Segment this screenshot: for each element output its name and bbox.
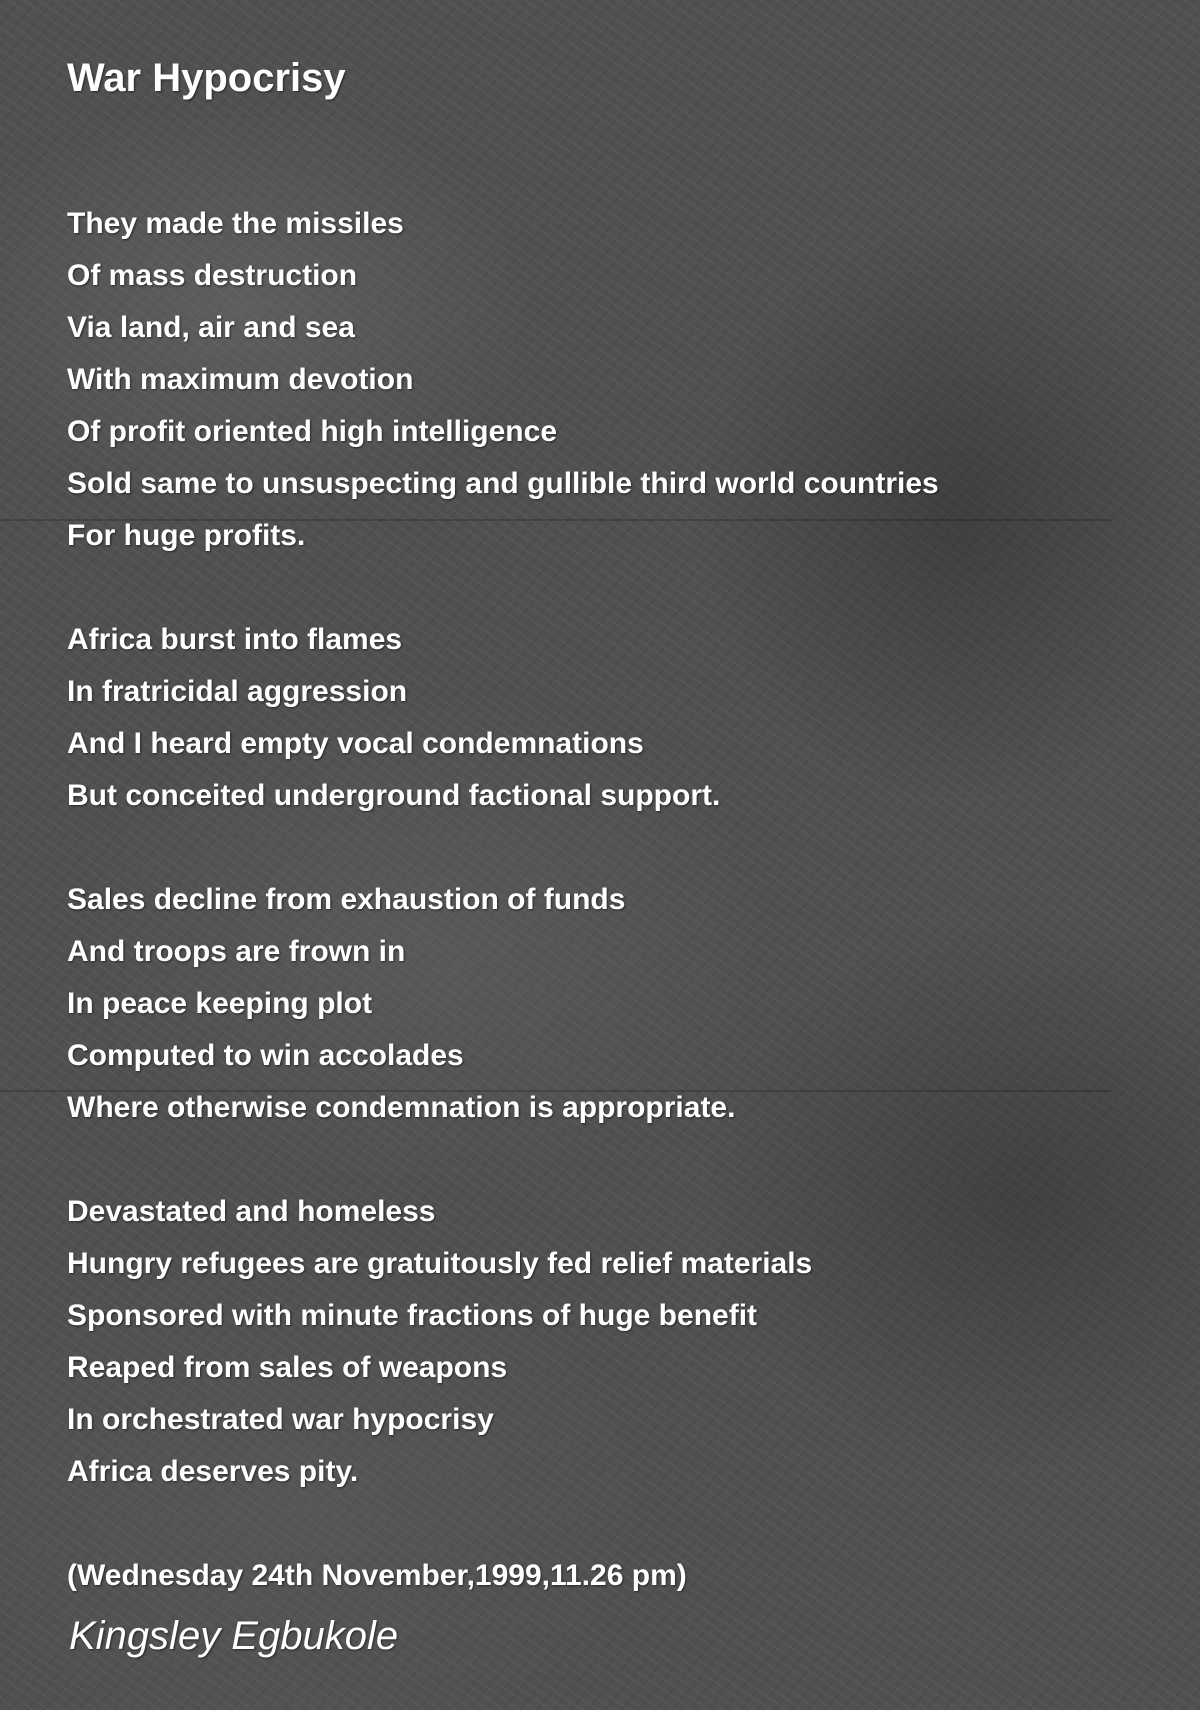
stanza-2: [67, 614, 1167, 822]
poem-line: They made the missiles: [67, 207, 404, 240]
poem-author: Kingsley Egbukole: [69, 1614, 399, 1658]
poem-line: Of profit oriented high intelligence: [67, 415, 558, 448]
poem-line: Africa burst into flames: [67, 623, 403, 656]
poem-line: Africa deserves pity.: [67, 1455, 359, 1488]
poem-line: Via land, air and sea: [67, 311, 355, 344]
poem-line: For huge profits.: [67, 519, 306, 552]
stanza-1: [67, 198, 1167, 562]
poem-line: Devastated and homeless: [67, 1195, 436, 1228]
poem-line: Where otherwise condemnation is appropriate.: [67, 1091, 736, 1124]
poem-line: But conceited underground factional support.: [67, 779, 721, 812]
poem-line: Hungry refugees are gratuitously fed relief materials: [67, 1247, 813, 1280]
poem-line: In peace keeping plot: [67, 987, 373, 1020]
poem-line: In orchestrated war hypocrisy: [67, 1403, 494, 1436]
poem-line: Sales decline from exhaustion of funds: [67, 883, 626, 916]
stanza-break: [67, 822, 1167, 874]
stanza-break: [67, 562, 1167, 614]
poem-line: Computed to win accolades: [67, 1039, 464, 1072]
poem-line: Of mass destruction: [67, 259, 358, 292]
stanza-break: [67, 1134, 1167, 1186]
poem-line: In fratricidal aggression: [67, 675, 408, 708]
stanza-4: [67, 1186, 1167, 1498]
poem-title: War Hypocrisy: [67, 56, 346, 100]
poem-line: And I heard empty vocal condemnations: [67, 727, 644, 760]
poem-line: And troops are frown in: [67, 935, 406, 968]
poem-line: With maximum devotion: [67, 363, 414, 396]
stanza-3: [67, 874, 1167, 1134]
poem-date-note: (Wednesday 24th November,1999,11.26 pm): [67, 1559, 687, 1592]
poem-body: [67, 198, 1167, 1602]
poem-line: Sponsored with minute fractions of huge benefit: [67, 1299, 758, 1332]
poem-card: [67, 50, 1167, 1602]
poem-line: Reaped from sales of weapons: [67, 1351, 508, 1384]
poem-line: Sold same to unsuspecting and gullible third world countries: [67, 467, 939, 500]
